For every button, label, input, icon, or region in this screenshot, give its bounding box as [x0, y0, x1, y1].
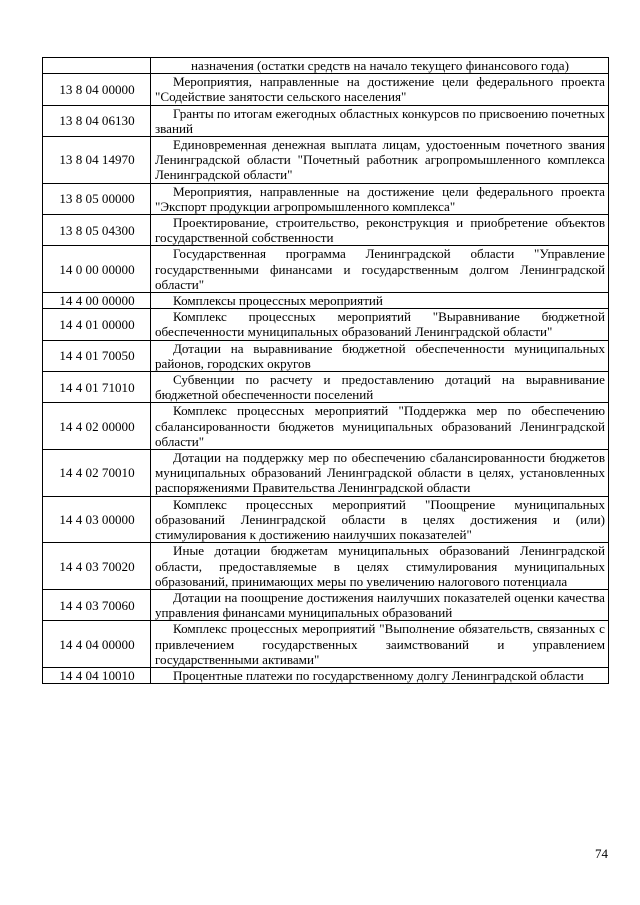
description-cell: Гранты по итогам ежегодных областных конкурсов по присвоению почетных званий — [151, 105, 609, 136]
table-row — [43, 450, 609, 497]
table-row — [43, 496, 609, 543]
budget-code-cell: 13 8 04 00000 — [43, 74, 151, 105]
description-cell: Иные дотации бюджетам муниципальных образований Ленинградской области, предоставляемые в целях стимулирования муниципальных образований, принимающих меры по увеличению налогового потенциала — [151, 543, 609, 590]
budget-code-cell: 13 8 04 06130 — [43, 105, 151, 136]
table-row — [43, 183, 609, 214]
budget-code-cell: 14 4 01 70050 — [43, 340, 151, 371]
table-row — [43, 105, 609, 136]
table-row — [43, 589, 609, 620]
budget-code-cell: 13 8 05 00000 — [43, 183, 151, 214]
table-row — [43, 137, 609, 184]
table-row — [43, 293, 609, 309]
description-cell: Комплекс процессных мероприятий "Выравнивание бюджетной обеспеченности муниципальных образований Ленинградской области" — [151, 309, 609, 340]
table-row — [43, 246, 609, 293]
table-row — [43, 372, 609, 403]
budget-code-cell: 14 4 02 70010 — [43, 450, 151, 497]
budget-code-cell: 13 8 05 04300 — [43, 215, 151, 246]
budget-code-cell: 14 0 00 00000 — [43, 246, 151, 293]
description-cell: назначения (остатки средств на начало текущего финансового года) — [151, 58, 609, 74]
description-cell: Комплекс процессных мероприятий "Выполнение обязательств, связанных с привлечением государственных заимствований и управлением государственными активами" — [151, 621, 609, 668]
budget-code-cell: 14 4 03 00000 — [43, 496, 151, 543]
description-cell: Процентные платежи по государственному долгу Ленинградской области — [151, 667, 609, 683]
table-row — [43, 543, 609, 590]
description-cell: Государственная программа Ленинградской области "Управление государственными финансами и государственным долгом Ленинградской области" — [151, 246, 609, 293]
budget-code-cell: 14 4 04 10010 — [43, 667, 151, 683]
table-row — [43, 74, 609, 105]
budget-code-cell: 14 4 03 70060 — [43, 589, 151, 620]
budget-code-cell — [43, 58, 151, 74]
table-row — [43, 403, 609, 450]
description-cell: Дотации на поддержку мер по обеспечению сбалансированности бюджетов муниципальных образований Ленинградской области в целях, установленных распоряжениями Правительства Ленинградской области — [151, 450, 609, 497]
budget-code-cell: 14 4 03 70020 — [43, 543, 151, 590]
budget-code-cell: 14 4 01 71010 — [43, 372, 151, 403]
table-row — [43, 215, 609, 246]
description-cell: Субвенции по расчету и предоставлению дотаций на выравнивание бюджетной обеспеченности поселений — [151, 372, 609, 403]
description-cell: Дотации на поощрение достижения наилучших показателей оценки качества управления финансами муниципальных образований — [151, 589, 609, 620]
table-body — [43, 58, 609, 684]
page-number: 74 — [595, 846, 608, 861]
description-cell: Комплексы процессных мероприятий — [151, 293, 609, 309]
description-cell: Мероприятия, направленные на достижение цели федерального проекта "Содействие занятости сельского населения" — [151, 74, 609, 105]
table-row — [43, 58, 609, 74]
table-row — [43, 667, 609, 683]
description-cell: Проектирование, строительство, реконструкция и приобретение объектов государственной собственности — [151, 215, 609, 246]
description-cell: Комплекс процессных мероприятий "Поощрение муниципальных образований Ленинградской области в целях достижения и (или) стимулирования к достижению наилучших показателей" — [151, 496, 609, 543]
table-row — [43, 340, 609, 371]
budget-code-cell: 14 4 01 00000 — [43, 309, 151, 340]
description-cell: Единовременная денежная выплата лицам, удостоенным почетного звания Ленинградской области "Почетный работник агропромышленного комплекса Ленинградской области" — [151, 137, 609, 184]
budget-code-cell: 14 4 00 00000 — [43, 293, 151, 309]
budget-code-cell: 14 4 02 00000 — [43, 403, 151, 450]
budget-codes-table — [42, 57, 609, 684]
budget-code-cell: 13 8 04 14970 — [43, 137, 151, 184]
table-row — [43, 621, 609, 668]
description-cell: Комплекс процессных мероприятий "Поддержка мер по обеспечению сбалансированности бюджетов муниципальных образований Ленинградской области" — [151, 403, 609, 450]
table-row — [43, 309, 609, 340]
description-cell: Дотации на выравнивание бюджетной обеспеченности муниципальных районов, городских округов — [151, 340, 609, 371]
description-cell: Мероприятия, направленные на достижение цели федерального проекта "Экспорт продукции агропромышленного комплекса" — [151, 183, 609, 214]
budget-code-cell: 14 4 04 00000 — [43, 621, 151, 668]
